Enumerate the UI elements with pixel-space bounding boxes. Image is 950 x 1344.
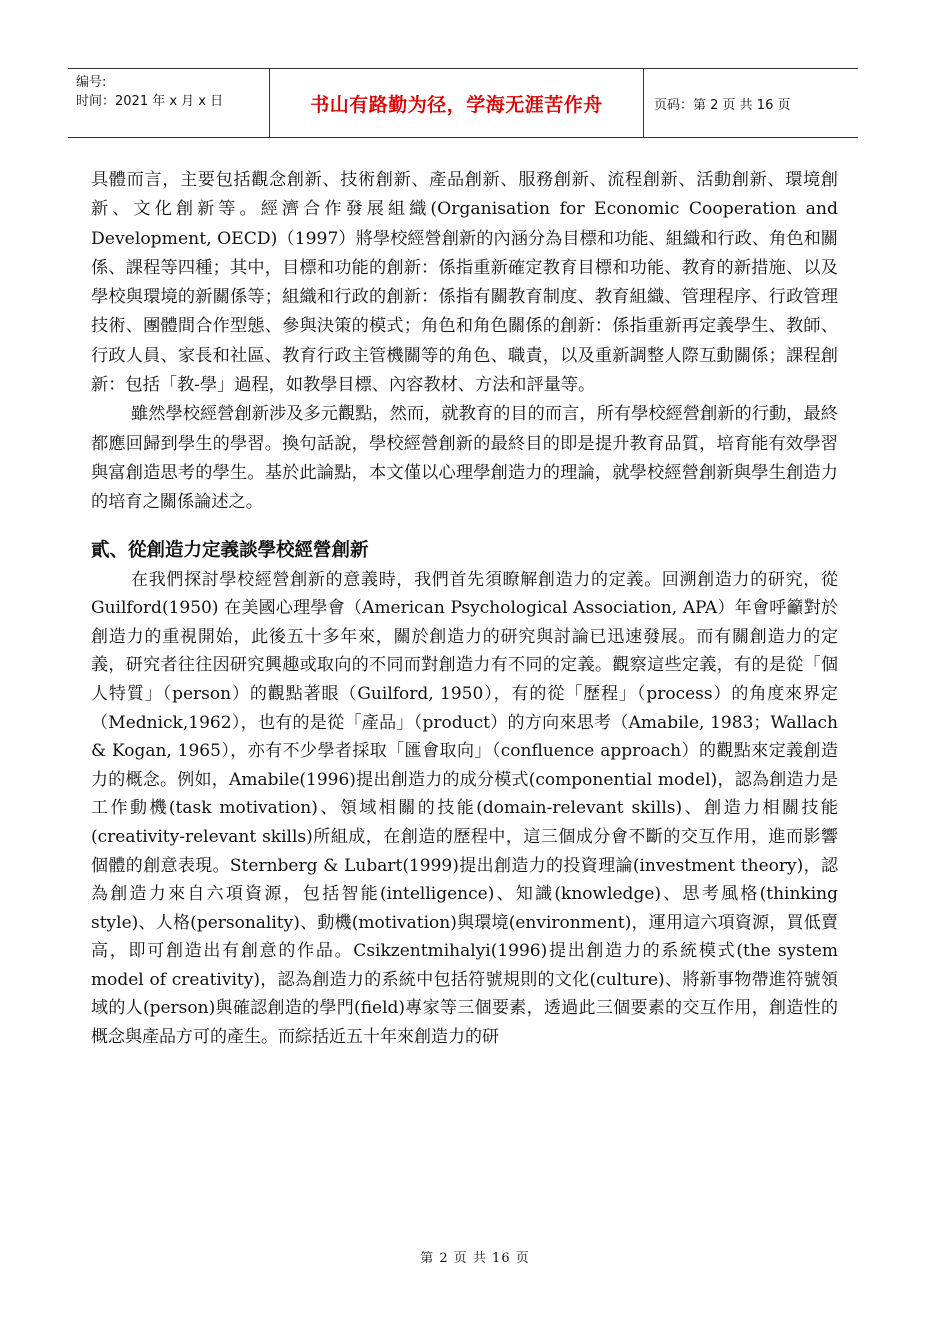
header-page-info: 页码：第 2 页 共 16 页 [654, 97, 791, 113]
section-heading: 貳、從創造力定義談學校經營創新 [91, 539, 369, 561]
header-motto: 书山有路勤为径，学海无涯苦作舟 [270, 69, 644, 137]
paragraph-spacer [91, 518, 838, 536]
body-paragraph: 雖然學校經營創新涉及多元觀點，然而，就教育的目的而言，所有學校經營創新的行動，最終都應回歸到學生的學習。換句話說，學校經營創新的最終目的即是提升教育品質，培育能有效學習與富創造思考的學生。基於此論點，本文僅以心理學創造力的理論，就學校經營創新與學生創造力的培育之關係論述之。 [91, 404, 838, 513]
page-header [68, 68, 858, 138]
header-meta [68, 69, 270, 137]
body-paragraph: 在我們探討學校經營創新的意義時，我們首先須瞭解創造力的定義。回溯創造力的研究，從 Guilford(1950) 在美國心理學會（American Psychological Association, APA）年會呼籲對於創造力的重視開始，此後五十多年來，關於創造力的研究與討論已迅速發展。而有關創造力的定義，研究者往往因研究興趣或取向的不同而對創造力有不同的定義。觀察這些定義，有的是從「個人特質」（person）的觀點著眼（Guilford, 1950），有的從「歷程」（process）的角度來界定（Mednick,1962），也有的是從「產品」（product）的方向來思考（Amabile, 1983；Wallach & Kogan, 1965），亦有不少學者採取「匯會取向」（confluence approach）的觀點來定義創造力的概念。例如，Amabile(1996)提出創造力的成分模式(componential model)，認為創造力是工作動機(task motivation)、領域相關的技能(domain-relevant skills)、創造力相關技能(creativity-relevant skills)所組成，在創造的歷程中，這三個成分會不斷的交互作用，進而影響個體的創意表現。Sternberg & Lubart(1999)提出創造力的投資理論(investment theory)，認為創造力來自六項資源，包括智能(intelligence)、知識(knowledge)、思考風格(thinking style)、人格(personality)、動機(motivation)與環境(environment)，運用這六項資源，買低賣高，即可創造出有創意的作品。Csikzentmihalyi(1996)提出創造力的系統模式(the system model of creativity)，認為創造力的系統中包括符號規則的文化(culture)、將新事物帶進符號領域的人(person)與確認創造的學門(field)專家等三個要素，透過此三個要素的交互作用，創造性的概念與產品方可的產生。而綜括近五十年來創造力的研 [91, 569, 838, 1048]
body-paragraph: 具體而言，主要包括觀念創新、技術創新、產品創新、服務創新、流程創新、活動創新、環境創新、文化創新等。經濟合作發展組織(Organisation for Economic Cooperation and Development, OECD)（1997）將學校經營創新的內涵分為目標和功能、組織和行政、角色和關係、課程等四種；其中，目標和功能的創新：係指重新確定教育目標和功能、教育的新措施、以及學校與環境的新關係等；組織和行政的創新：係指有關教育制度、教育組織、管理程序、行政管理技術、團體間合作型態、參與決策的模式；角色和角色關係的創新：係指重新再定義學生、教師、行政人員、家長和社區、教育行政主管機關等的角色、職責，以及重新調整人際互動關係；課程創新：包括「教-學」過程，如教學目標、內容教材、方法和評量等。 [91, 170, 838, 396]
document-body [91, 166, 838, 1052]
document-time-label: 时间：2021 年 x 月 x 日 [76, 94, 224, 109]
page-footer: 第 2 页 共 16 页 [420, 1251, 530, 1266]
document-number-label: 编号: [76, 75, 107, 90]
